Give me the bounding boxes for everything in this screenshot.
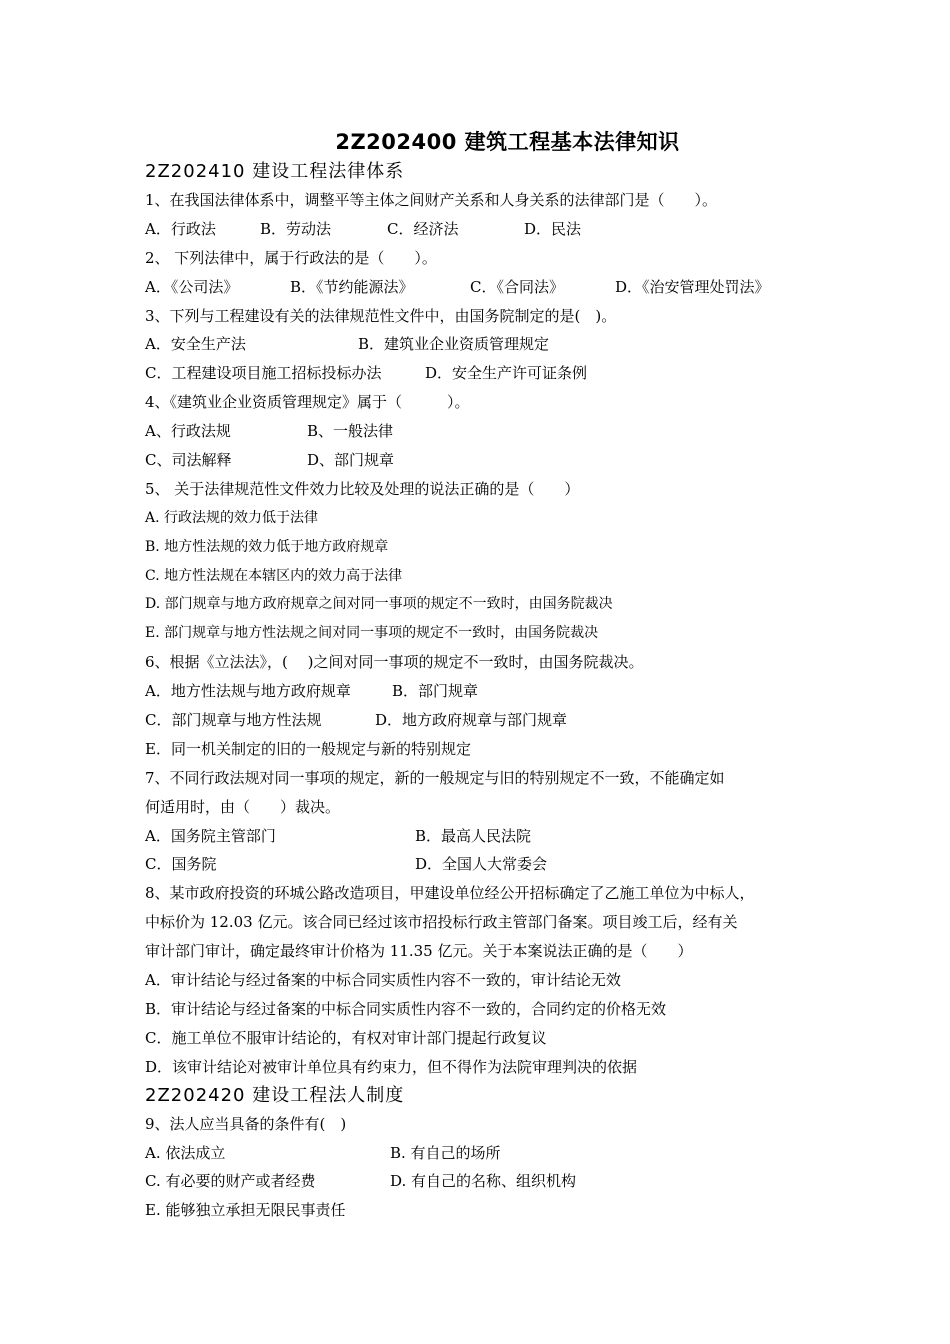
- question-4-stem: 4、《建筑业企业资质管理规定》属于（ ）。: [145, 393, 470, 412]
- option-b: B．《节约能源法》: [290, 277, 414, 296]
- option-b: B．劳动法: [260, 219, 332, 238]
- option-a: A．《公司法》: [145, 277, 239, 296]
- option-c: C．《合同法》: [470, 277, 564, 296]
- option-b: B. 有自己的场所: [390, 1143, 501, 1162]
- option-d: D．该审计结论对被审计单位具有约束力，但不得作为法院审理判决的依据: [145, 1057, 638, 1076]
- question-6-options-cd: [145, 706, 825, 735]
- option-d: D．全国人大常委会: [415, 855, 548, 874]
- question-3-stem: 3、下列与工程建设有关的法律规范性文件中，由国务院制定的是( )。: [145, 306, 617, 325]
- option-c: C．部门规章与地方性法规: [145, 711, 322, 730]
- section-heading: 2Z202410 建设工程法律体系: [145, 161, 405, 182]
- question-5-stem: 5、 关于法律规范性文件效力比较及处理的说法正确的是（ ）: [145, 479, 580, 498]
- question-7-options-ab: [145, 822, 825, 851]
- option-d: D、部门规章: [307, 451, 395, 470]
- option-b: B．审计结论与经过备案的中标合同实质性内容不一致的，合同约定的价格无效: [145, 999, 667, 1018]
- option-d: D. 部门规章与地方政府规章之间对同一事项的规定不一致时，由国务院裁决: [145, 596, 613, 613]
- option-d: D．地方政府规章与部门规章: [375, 711, 568, 730]
- option-c: C．施工单位不服审计结论的，有权对审计部门提起行政复议: [145, 1028, 547, 1047]
- question-8-stem-cont: 中标价为 12.03 亿元。该合同已经过该市招投标行政主管部门备案。项目竣工后，经有关: [145, 913, 738, 932]
- option-c: C. 地方性法规在本辖区内的效力高于法律: [145, 567, 403, 584]
- option-b: B．最高人民法院: [415, 826, 532, 845]
- document-title: 2Z202400 建筑工程基本法律知识: [335, 130, 680, 154]
- option-a: A、行政法规: [145, 422, 231, 441]
- option-e: E. 部门规章与地方性法规之间对同一事项的规定不一致时，由国务院裁决: [145, 625, 599, 642]
- option-c: C．经济法: [387, 219, 459, 238]
- option-a: A. 依法成立: [145, 1143, 226, 1162]
- question-9-options-ab: [145, 1139, 825, 1168]
- question-2-stem: 2、 下列法律中，属于行政法的是（ ）。: [145, 248, 437, 267]
- option-d: D. 有自己的名称、组织机构: [390, 1172, 577, 1191]
- option-a: A．行政法: [145, 219, 216, 238]
- question-8-stem-cont: 审计部门审计，确定最终审计价格为 11.35 亿元。关于本案说法正确的是（ ）: [145, 942, 693, 961]
- option-d: D．《治安管理处罚法》: [615, 277, 770, 296]
- question-6-stem: 6、根据《立法法》，( )之间对同一事项的规定不一致时，由国务院裁决。: [145, 653, 644, 672]
- question-3-options-cd: [145, 359, 825, 388]
- question-7-options-cd: [145, 850, 825, 879]
- option-b: B．建筑业企业资质管理规定: [358, 335, 550, 354]
- option-c: C．国务院: [145, 855, 217, 874]
- option-e: E. 能够独立承担无限民事责任: [145, 1201, 346, 1220]
- option-a: A．审计结论与经过备案的中标合同实质性内容不一致的，审计结论无效: [145, 971, 621, 990]
- question-8-stem: 8、某市政府投资的环城公路改造项目，甲建设单位经公开招标确定了乙施工单位为中标人，: [145, 884, 755, 903]
- section-heading: 2Z202420 建设工程法人制度: [145, 1084, 405, 1106]
- option-c: C．工程建设项目施工招标投标办法: [145, 364, 382, 383]
- option-b: B. 地方性法规的效力低于地方政府规章: [145, 538, 389, 555]
- question-3-options-ab: [145, 330, 825, 359]
- option-d: D．民法: [524, 219, 582, 238]
- option-b: B、一般法律: [307, 422, 394, 441]
- question-1-options: [145, 215, 825, 244]
- question-9-options-cd: [145, 1167, 825, 1196]
- option-c: C. 有必要的财产或者经费: [145, 1172, 316, 1191]
- option-b: B．部门规章: [392, 682, 479, 701]
- option-a: A．国务院主管部门: [145, 826, 276, 845]
- question-4-options-cd: [145, 446, 825, 475]
- question-9-stem: 9、法人应当具备的条件有( ): [145, 1114, 347, 1133]
- question-4-options-ab: [145, 417, 825, 446]
- document-page: [145, 126, 825, 1225]
- question-6-options-ab: [145, 677, 825, 706]
- option-e: E．同一机关制定的旧的一般规定与新的特别规定: [145, 739, 471, 758]
- option-d: D．安全生产许可证条例: [425, 364, 588, 383]
- option-a: A. 行政法规的效力低于法律: [145, 509, 319, 526]
- option-a: A．地方性法规与地方政府规章: [145, 682, 351, 701]
- question-2-options: [145, 273, 825, 302]
- question-7-stem-cont: 何适用时，由（ ）裁决。: [145, 797, 341, 816]
- option-a: A．安全生产法: [145, 335, 246, 354]
- question-1-stem: 1、在我国法律体系中，调整平等主体之间财产关系和人身关系的法律部门是（ ）。: [145, 191, 718, 209]
- question-7-stem: 7、不同行政法规对同一事项的规定，新的一般规定与旧的特别规定不一致，不能确定如: [145, 768, 725, 787]
- option-c: C、司法解释: [145, 451, 232, 470]
